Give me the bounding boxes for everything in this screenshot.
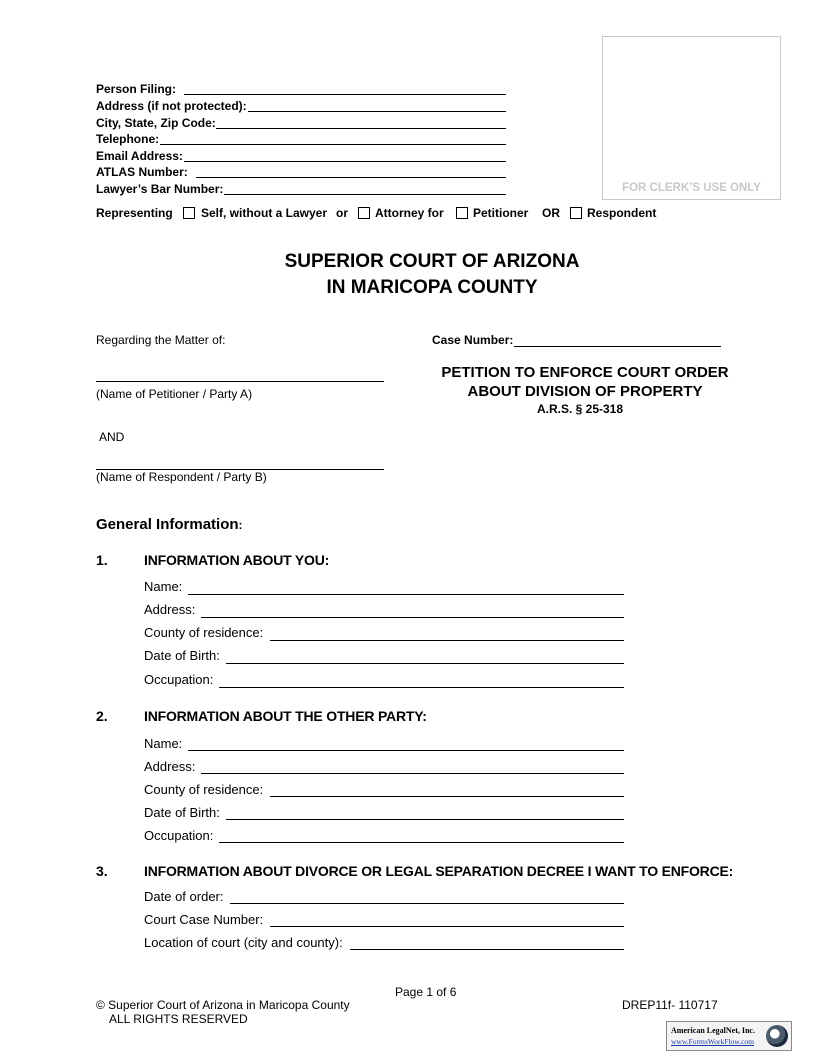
or-upper-label: OR	[542, 206, 560, 220]
section-1-number: 1.	[96, 552, 108, 568]
other-dob-line[interactable]	[226, 819, 624, 820]
attorney-checkbox[interactable]	[358, 207, 370, 219]
representing-label: Representing	[96, 206, 173, 220]
petitioner-name-line[interactable]	[96, 381, 384, 382]
section-2-number: 2.	[96, 708, 108, 724]
email-label: Email Address:	[96, 149, 183, 163]
address-line[interactable]	[248, 111, 506, 112]
section-2-title: INFORMATION ABOUT THE OTHER PARTY:	[144, 708, 427, 724]
order-date-line[interactable]	[230, 903, 624, 904]
american-legalnet-logo[interactable]	[666, 1021, 792, 1051]
you-name-line[interactable]	[188, 594, 624, 595]
other-occupation-line[interactable]	[219, 842, 624, 843]
and-label: AND	[99, 430, 125, 444]
regarding-label: Regarding the Matter of:	[96, 333, 226, 347]
petition-title-line1: PETITION TO ENFORCE COURT ORDER	[441, 364, 729, 381]
other-address-line[interactable]	[201, 773, 624, 774]
other-dob-label: Date of Birth:	[144, 805, 220, 820]
petition-title-line2: ABOUT DIVISION OF PROPERTY	[467, 383, 703, 400]
self-checkbox[interactable]	[183, 207, 195, 219]
court-title-line2: IN MARICOPA COUNTY	[326, 277, 538, 298]
you-dob-line[interactable]	[226, 663, 624, 664]
you-dob-label: Date of Birth:	[144, 648, 220, 663]
you-address-line[interactable]	[201, 617, 624, 618]
court-location-line[interactable]	[350, 949, 624, 950]
page-number: Page 1 of 6	[395, 985, 457, 999]
telephone-line[interactable]	[160, 144, 506, 145]
attorney-label: Attorney for	[375, 206, 444, 220]
you-address-label: Address:	[144, 602, 196, 617]
case-number-line[interactable]	[514, 346, 721, 347]
logo-company-name: American LegalNet, Inc.	[671, 1026, 755, 1035]
respondent-checkbox[interactable]	[570, 207, 582, 219]
you-occupation-line[interactable]	[219, 687, 624, 688]
telephone-label: Telephone:	[96, 132, 160, 146]
form-id: DREP11f- 110717	[622, 998, 718, 1012]
you-county-line[interactable]	[270, 640, 624, 641]
other-occupation-label: Occupation:	[144, 828, 214, 843]
you-county-label: County of residence:	[144, 625, 264, 640]
address-label: Address (if not protected):	[96, 99, 247, 113]
statute-reference: A.R.S. § 25-318	[536, 402, 624, 416]
or-label: or	[336, 206, 348, 220]
section-3-number: 3.	[96, 863, 108, 879]
person-filing-line[interactable]	[184, 94, 506, 95]
bar-number-label: Lawyer’s Bar Number:	[96, 182, 224, 196]
clerk-use-label: FOR CLERK’S USE ONLY	[622, 182, 761, 194]
general-info-heading: General Information:	[96, 516, 243, 533]
rights-text: ALL RIGHTS RESERVED	[109, 1012, 248, 1026]
court-title-line1: SUPERIOR COURT OF ARIZONA	[284, 251, 580, 272]
logo-url[interactable]: www.FormsWorkFlow.com	[671, 1037, 755, 1046]
logo-emblem-icon	[766, 1025, 788, 1047]
section-1-title: INFORMATION ABOUT YOU:	[144, 552, 330, 568]
respondent-name-caption: (Name of Respondent / Party B)	[96, 470, 267, 484]
other-address-label: Address:	[144, 759, 196, 774]
atlas-label: ATLAS Number:	[96, 165, 188, 179]
petitioner-label: Petitioner	[473, 206, 529, 220]
self-label: Self, without a Lawyer	[201, 206, 328, 220]
court-case-number-label: Court Case Number:	[144, 912, 264, 927]
court-case-number-line[interactable]	[270, 926, 624, 927]
court-location-label: Location of court (city and county):	[144, 935, 343, 950]
email-line[interactable]	[184, 161, 506, 162]
respondent-label: Respondent	[587, 206, 657, 220]
general-info-title: General Information	[96, 516, 239, 533]
other-county-label: County of residence:	[144, 782, 264, 797]
city-label: City, State, Zip Code:	[96, 116, 216, 130]
order-date-label: Date of order:	[144, 889, 224, 904]
atlas-line[interactable]	[196, 177, 506, 178]
other-name-label: Name:	[144, 736, 183, 751]
other-name-line[interactable]	[188, 750, 624, 751]
clerk-use-box	[602, 36, 781, 200]
petitioner-name-caption: (Name of Petitioner / Party A)	[96, 387, 253, 401]
bar-number-line[interactable]	[224, 194, 506, 195]
section-3-title: INFORMATION ABOUT DIVORCE OR LEGAL SEPARATION DECREE I WANT TO ENFORCE:	[144, 863, 734, 879]
other-county-line[interactable]	[270, 796, 624, 797]
copyright-text: © Superior Court of Arizona in Maricopa County	[96, 998, 350, 1012]
petitioner-checkbox[interactable]	[456, 207, 468, 219]
you-name-label: Name:	[144, 579, 183, 594]
you-occupation-label: Occupation:	[144, 672, 214, 687]
case-number-label: Case Number:	[432, 333, 514, 347]
city-line[interactable]	[216, 128, 506, 129]
person-filing-label: Person Filing:	[96, 82, 177, 96]
